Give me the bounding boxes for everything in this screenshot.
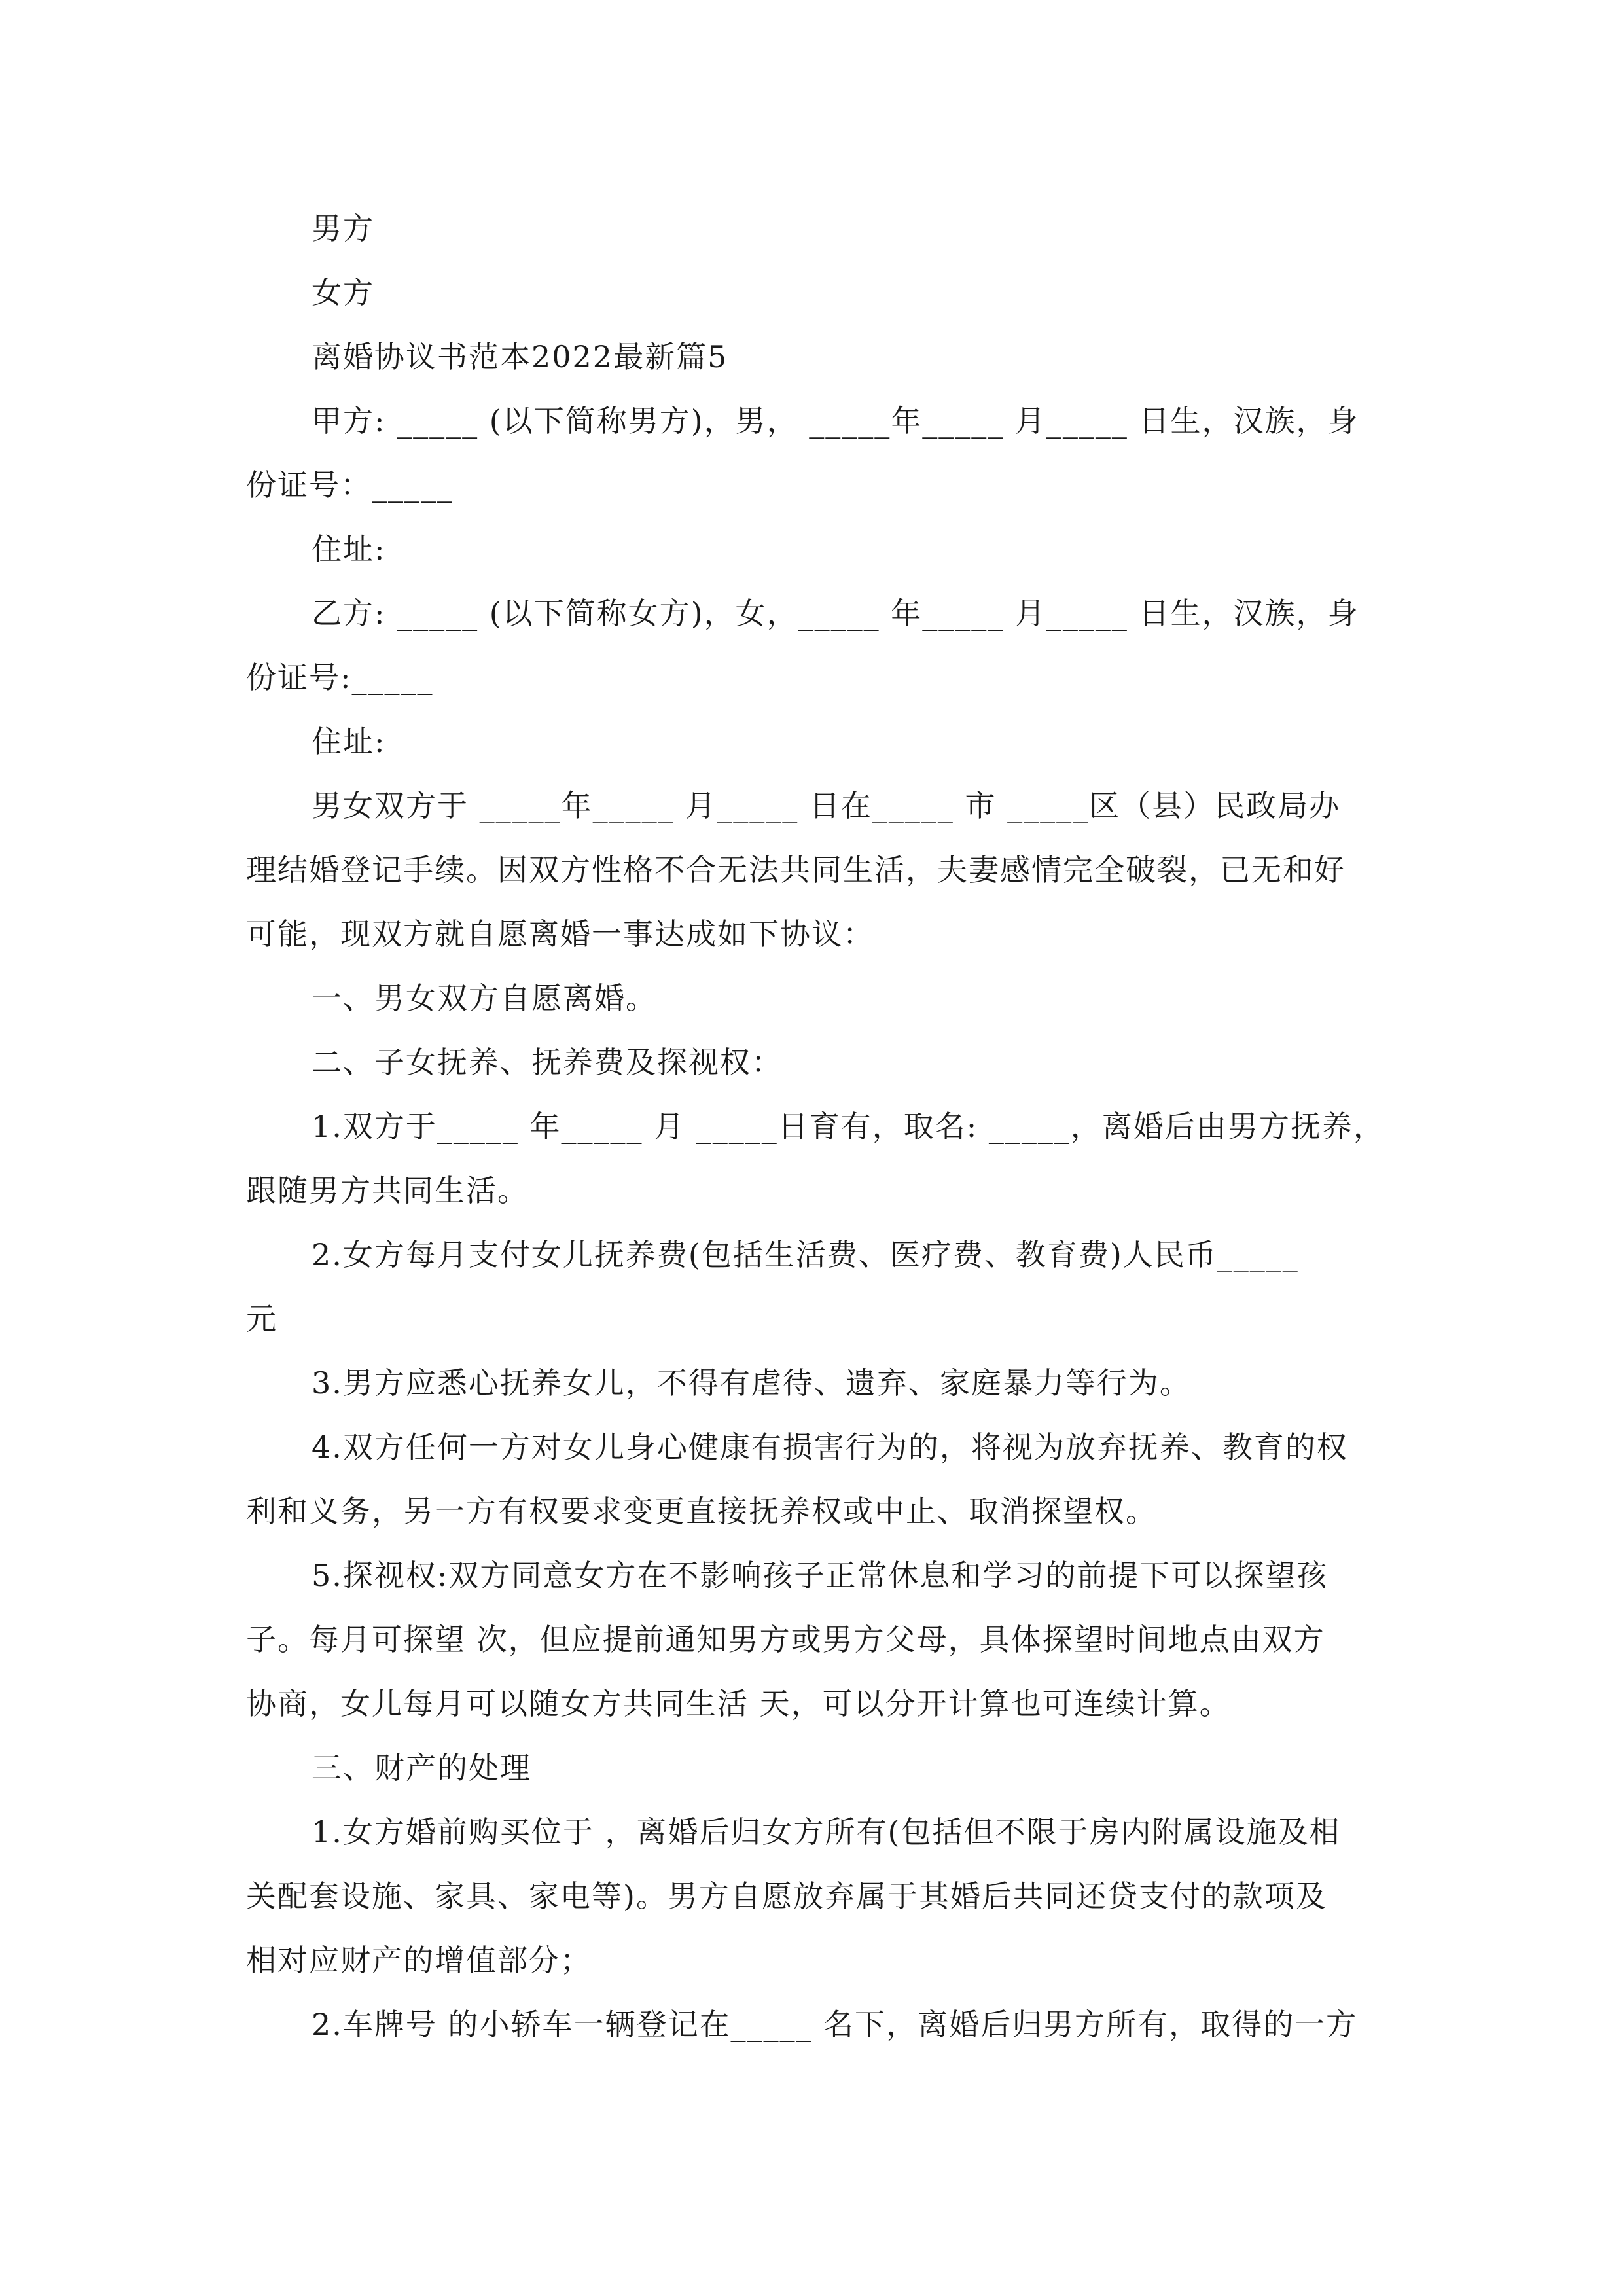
paragraph-marriage-cont: 理结婚登记手续。因双方性格不合无法共同生活，夫妻感情完全破裂，已无和好: [246, 852, 1346, 888]
clause-2-item-1: 1.双方于_____ 年_____ 月 _____日育有，取名: _____，离婚后由男方抚养，: [312, 1109, 1385, 1144]
clause-2-item-2-cont: 元: [246, 1301, 277, 1336]
signature-female: 女方: [312, 275, 374, 310]
paragraph-marriage: 男女双方于 _____年_____ 月_____ 日在_____ 市 _____区（县）民政局办: [312, 788, 1341, 823]
clause-2-item-1-cont: 跟随男方共同生活。: [246, 1173, 529, 1208]
signature-male: 男方: [312, 211, 374, 246]
clause-2-item-4: 4.双方任何一方对女儿身心健康有损害行为的，将视为放弃抚养、教育的权: [312, 1429, 1348, 1465]
clause-3-item-2: 2.车牌号 的小轿车一辆登记在_____ 名下，离婚后归男方所有，取得的一方: [312, 2007, 1358, 2042]
party-b-address: 住址:: [312, 724, 386, 759]
clause-1: 一、男女双方自愿离婚。: [312, 980, 657, 1016]
clause-3-item-1-cont: 关配套设施、家具、家电等)。男方自愿放弃属于其婚后共同还贷支付的款项及: [246, 1878, 1327, 1914]
clause-2-item-2: 2.女方每月支付女儿抚养费(包括生活费、医疗费、教育费)人民币_____: [312, 1237, 1299, 1272]
party-a-address: 住址:: [312, 531, 386, 567]
clause-2-item-5: 5.探视权:双方同意女方在不影响孩子正常休息和学习的前提下可以探望孩: [312, 1558, 1329, 1593]
clause-2-item-5-end: 协商，女儿每月可以随女方共同生活 天，可以分开计算也可连续计算。: [246, 1686, 1231, 1721]
clause-2-item-4-cont: 利和义务，另一方有权要求变更直接抚养权或中止、取消探望权。: [246, 1494, 1157, 1529]
clause-2-item-3: 3.男方应悉心抚养女儿，不得有虐待、遗弃、家庭暴力等行为。: [312, 1365, 1191, 1401]
party-b-id: 份证号:_____: [246, 660, 434, 695]
section-title: 离婚协议书范本2022最新篇5: [312, 339, 728, 374]
clause-2-item-5-cont: 子。每月可探望 次，但应提前通知男方或男方父母，具体探望时间地点由双方: [246, 1622, 1325, 1657]
clause-3-item-1-end: 相对应财产的增值部分；: [246, 1943, 592, 1978]
clause-2-heading: 二、子女抚养、抚养费及探视权：: [312, 1045, 783, 1080]
document-page: [246, 196, 1411, 2056]
party-b-line: 乙方: _____ (以下简称女方)，女，_____ 年_____ 月_____ 日生，汉族，身: [312, 596, 1359, 631]
clause-3-item-1: 1.女方婚前购买位于 ，离婚后归女方所有(包括但不限于房内附属设施及相: [312, 1814, 1341, 1850]
paragraph-marriage-end: 可能，现双方就自愿离婚一事达成如下协议：: [246, 916, 874, 952]
party-a-line: 甲方: _____ (以下简称男方)，男， _____年_____ 月_____ 日生，汉族，身: [312, 403, 1359, 439]
party-a-id: 份证号：_____: [246, 467, 454, 503]
clause-3-heading: 三、财产的处理: [312, 1750, 531, 1785]
